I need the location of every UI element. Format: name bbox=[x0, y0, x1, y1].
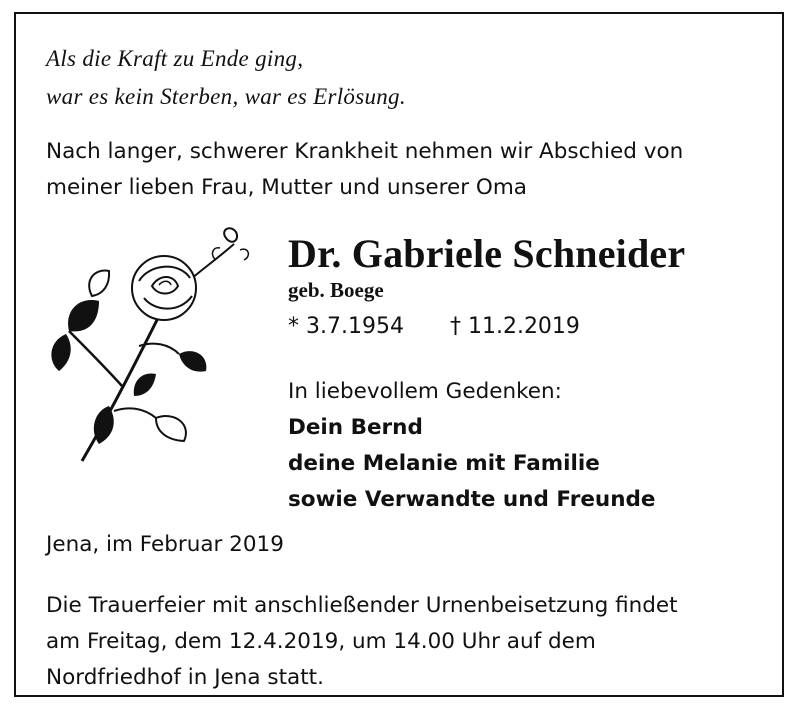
mourners-block bbox=[288, 374, 656, 518]
place-date: Jena, im Februar 2019 bbox=[46, 532, 284, 557]
life-dates bbox=[288, 314, 580, 339]
motto bbox=[46, 40, 406, 116]
mourners-intro: In liebevollem Gedenken: bbox=[288, 379, 562, 404]
obituary-frame bbox=[14, 12, 784, 697]
ceremony-line-3: Nordfriedhof in Jena statt. bbox=[46, 665, 324, 690]
death-date: † 11.2.2019 bbox=[449, 314, 580, 339]
ceremony-line-2: am Freitag, dem 12.4.2019, um 14.00 Uhr auf dem bbox=[46, 629, 596, 654]
intro-text bbox=[46, 134, 683, 206]
motto-line-2: war es kein Sterben, war es Erlösung. bbox=[46, 84, 406, 109]
mourner-line-1: Dein Bernd bbox=[288, 415, 423, 440]
ceremony-line-1: Die Trauerfeier mit anschließender Urnenbeisetzung findet bbox=[46, 593, 678, 618]
deceased-name: Dr. Gabriele Schneider bbox=[288, 231, 686, 276]
birth-date: * 3.7.1954 bbox=[288, 314, 404, 339]
ceremony-info bbox=[46, 588, 678, 696]
mourner-line-2: deine Melanie mit Familie bbox=[288, 451, 600, 476]
intro-line-2: meiner lieben Frau, Mutter und unserer Oma bbox=[46, 175, 527, 200]
rose-illustration-icon bbox=[44, 226, 254, 476]
mourner-line-3: sowie Verwandte und Freunde bbox=[288, 487, 656, 512]
intro-line-1: Nach langer, schwerer Krankheit nehmen wir Abschied von bbox=[46, 139, 684, 164]
maiden-name: geb. Boege bbox=[288, 278, 384, 302]
motto-line-1: Als die Kraft zu Ende ging, bbox=[46, 46, 304, 71]
